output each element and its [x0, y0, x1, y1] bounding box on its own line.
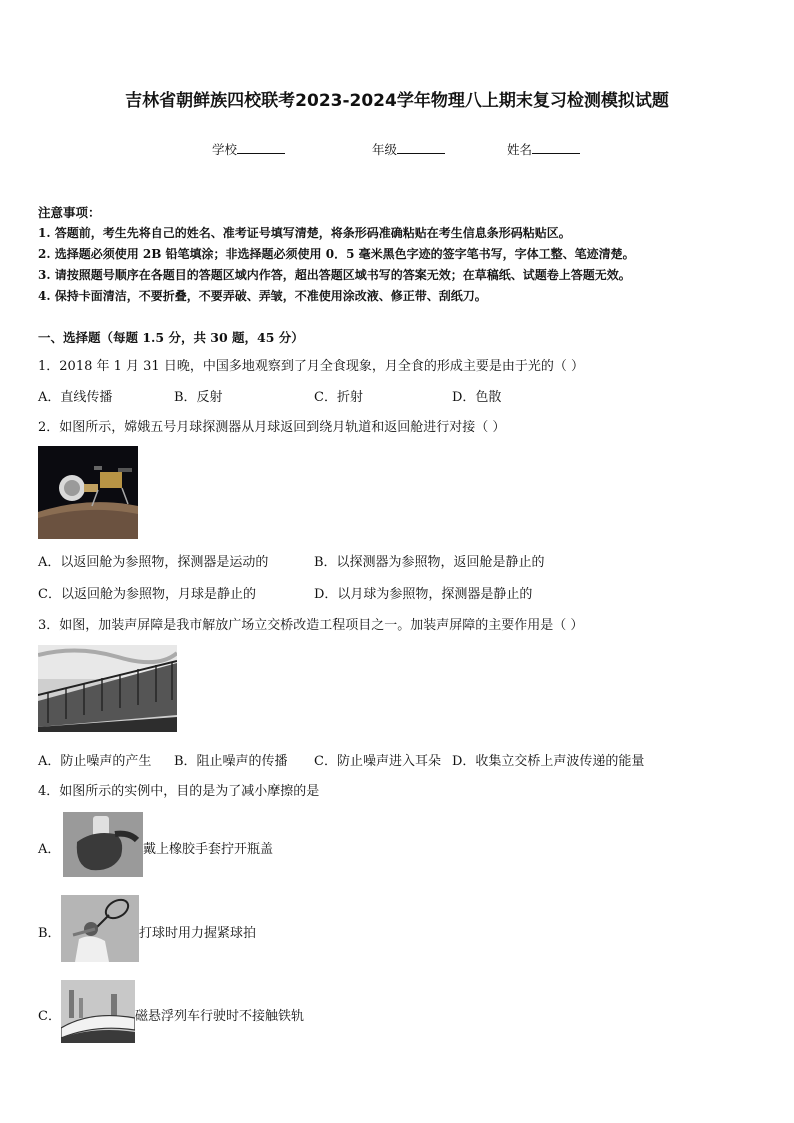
q2-option-d[interactable]: D．以月球为参照物，探测器是静止的 [314, 587, 533, 602]
q1-option-d[interactable]: D．色散 [452, 390, 502, 405]
q4-option-a-letter[interactable]: A． [38, 842, 61, 857]
sound-barrier-image [38, 645, 177, 732]
q4-option-c-letter[interactable]: C． [38, 1009, 61, 1024]
lunar-probe-image [38, 446, 138, 539]
q3-option-d[interactable]: D．收集立交桥上声波传递的能量 [452, 754, 645, 769]
question-1-stem: 1．2018 年 1 月 31 日晚，中国多地观察到了月全食现象，月全食的形成主要是由于光的（ ） [38, 359, 584, 374]
q2-option-c[interactable]: C．以返回舱为参照物，月球是静止的 [38, 587, 256, 602]
note-item: 4. 保持卡面清洁，不要折叠，不要弄破、弄皱，不准使用涂改液、修正带、刮纸刀。 [38, 289, 487, 303]
q4-option-b-letter[interactable]: B． [38, 926, 61, 941]
q3-option-c[interactable]: C．防止噪声进入耳朵 [314, 754, 441, 769]
q4-option-b-text: 打球时用力握紧球拍 [139, 926, 257, 941]
page-title: 吉林省朝鲜族四校联考2023-2024学年物理八上期末复习检测模拟试题 [125, 91, 669, 111]
name-blank[interactable] [532, 142, 580, 154]
grade-blank[interactable] [397, 142, 445, 154]
note-item: 2. 选择题必须使用 2B 铅笔填涂；非选择题必须使用 0．5 毫米黑色字迹的签字笔书写，字体工整、笔迹清楚。 [38, 247, 635, 261]
q2-option-b[interactable]: B．以探测器为参照物，返回舱是静止的 [314, 555, 545, 570]
school-field [212, 140, 285, 158]
maglev-train-image [61, 980, 135, 1043]
note-item: 3. 请按照题号顺序在各题目的答题区域内作答，超出答题区域书写的答案无效；在草稿纸、试题卷上答题无效。 [38, 268, 631, 282]
grade-field [372, 140, 445, 158]
rubber-glove-image [63, 812, 143, 877]
tennis-player-image [61, 895, 139, 962]
q1-option-a[interactable]: A．直线传播 [38, 390, 113, 405]
school-label: 学校 [212, 142, 238, 157]
q2-option-a[interactable]: A．以返回舱为参照物，探测器是运动的 [38, 555, 269, 570]
q4-option-c-text: 磁悬浮列车行驶时不接触铁轨 [135, 1009, 305, 1024]
question-3-stem: 3．如图，加装声屏障是我市解放广场立交桥改造工程项目之一。加装声屏障的主要作用是（ ） [38, 618, 584, 633]
name-field [507, 140, 580, 158]
notes-heading: 注意事项： [38, 205, 101, 220]
q1-option-b[interactable]: B．反射 [174, 390, 223, 405]
name-label: 姓名 [507, 142, 533, 157]
section-heading: 一、选择题（每题 1.5 分，共 30 题，45 分） [38, 330, 304, 345]
school-blank[interactable] [237, 142, 285, 154]
grade-label: 年级 [372, 142, 398, 157]
q4-option-a-text: 戴上橡胶手套拧开瓶盖 [143, 842, 274, 857]
note-item: 1. 答题前，考生先将自己的姓名、准考证号填写清楚，将条形码准确粘贴在考生信息条形码粘贴区。 [38, 226, 571, 240]
question-2-stem: 2．如图所示，嫦娥五号月球探测器从月球返回到绕月轨道和返回舱进行对接（ ） [38, 420, 506, 435]
question-4-stem: 4．如图所示的实例中，目的是为了减小摩擦的是 [38, 784, 320, 799]
q3-option-a[interactable]: A．防止噪声的产生 [38, 754, 152, 769]
q3-option-b[interactable]: B．阻止噪声的传播 [174, 754, 288, 769]
q1-option-c[interactable]: C．折射 [314, 390, 363, 405]
